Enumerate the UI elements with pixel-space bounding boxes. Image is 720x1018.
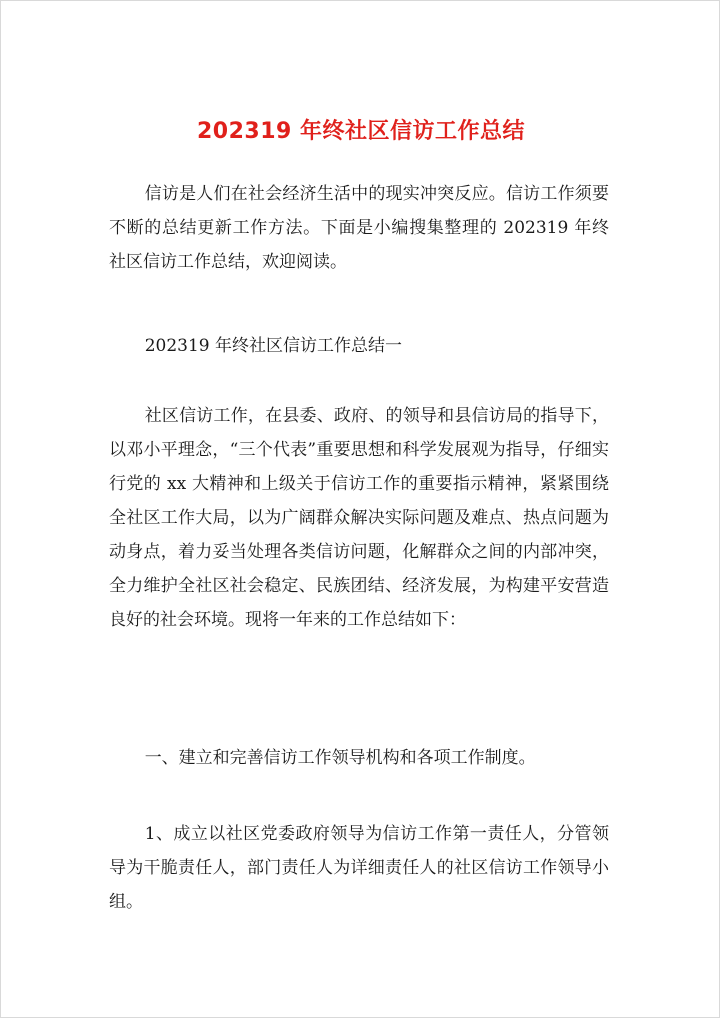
body-paragraph: 社区信访工作，在县委、政府、的领导和县信访局的指导下，以邓小平理念，“三个代表”重要思想和科学发展观为指导，仔细实行党的 xx 大精神和上级关于信访工作的重要指示精神，紧紧围绕全社区工作大局，以为广阔群众解决实际问题及难点、热点问题为动身点，着力妥当处理各类信访问题，化解群众之间的内部冲突，全力维护全社区社会稳定、民族团结、经济发展，为构建平安营造良好的社会环境。现将一年来的工作总结如下： — [109, 406, 609, 630]
subsection-heading: 一、建立和完善信访工作领导机构和各项工作制度。 — [144, 748, 536, 768]
document-title: 202319 年终社区信访工作总结 — [196, 119, 525, 144]
intro-paragraph: 信访是人们在社会经济生活中的现实冲突反应。信访工作须要不断的总结更新工作方法。下面是小编搜集整理的 202319 年终社区信访工作总结，欢迎阅读。 — [109, 184, 609, 272]
section-heading: 202319 年终社区信访工作总结一 — [144, 336, 402, 356]
list-item-paragraph: 1、成立以社区党委政府领导为信访工作第一责任人，分管领导为干脆责任人，部门责任人为详细责任人的社区信访工作领导小组。 — [109, 824, 609, 912]
